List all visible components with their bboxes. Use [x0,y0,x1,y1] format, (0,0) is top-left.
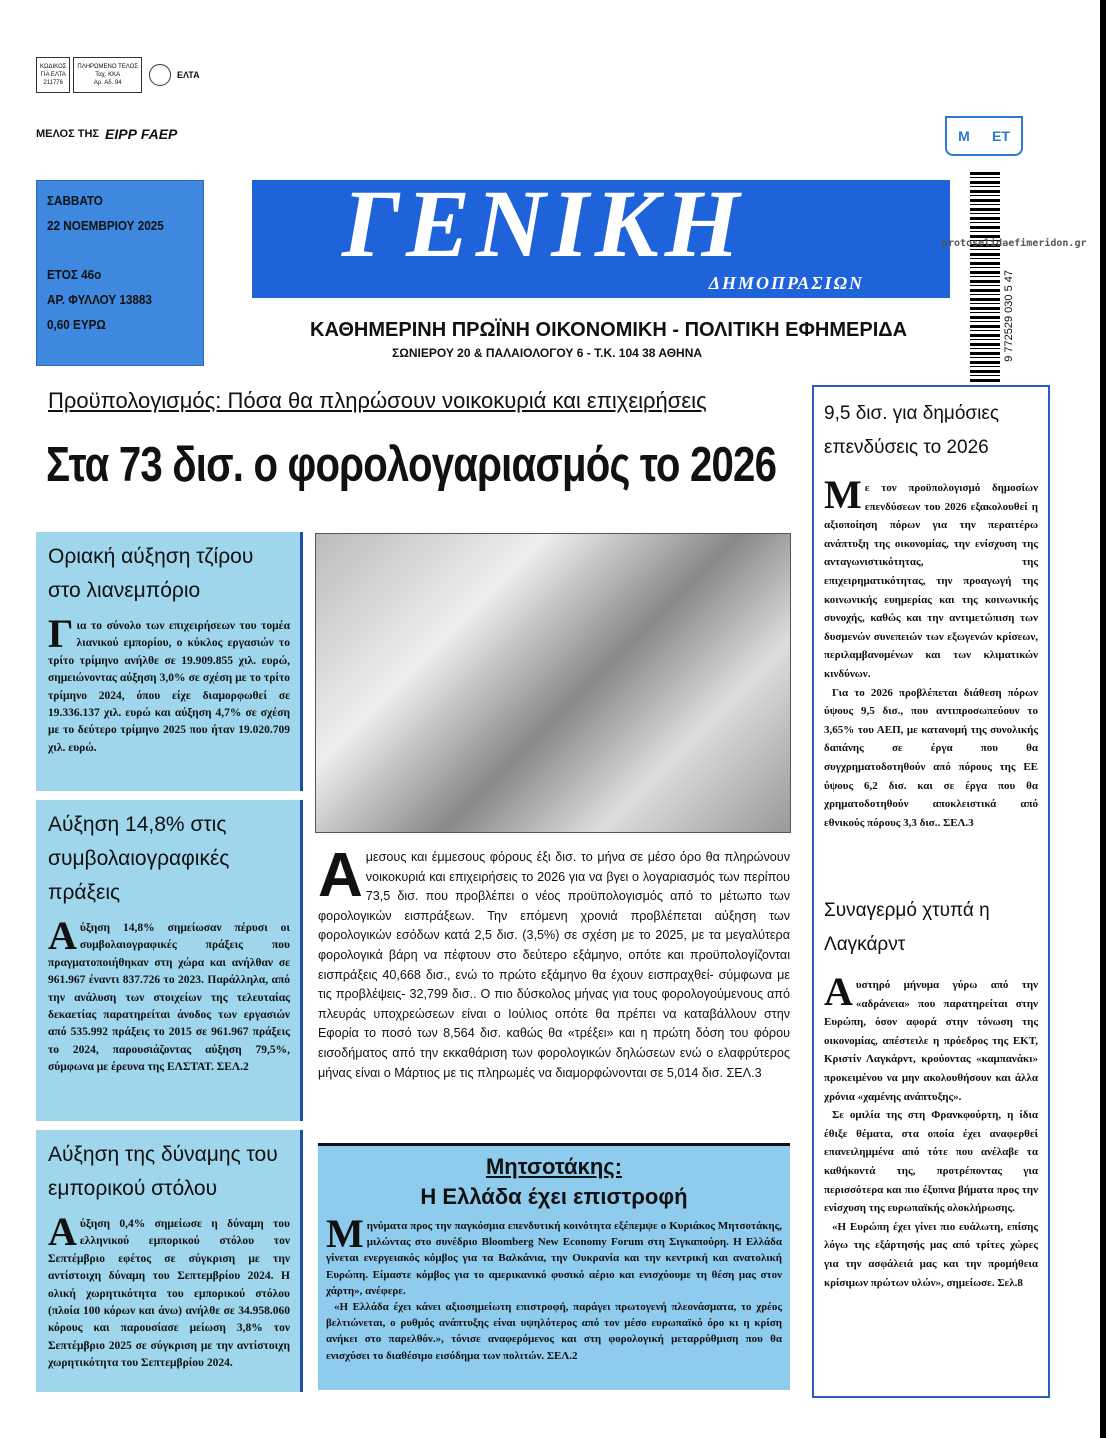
story-body-3: «Η Ευρώπη έχει γίνει πιο ευάλωτη, επίσης λόγω της εξάρτησής μας από τρίτες χώρες για την ασφάλειά μας και την προμήθεια κρίσιμων πρώτων υλών», σημείωσε. Σελ.8 [824,1220,1038,1289]
bottom-title-1: Μητσοτάκης: [485,1154,623,1179]
story-title: 9,5 δισ. για δημόσιες επενδύσεις το 2026 [824,403,999,458]
membership [36,126,177,142]
page-edge [1100,0,1106,1438]
permit: Αρ. Αδ. 94 [93,80,122,86]
bottom-p2: «Η Ελλάδα έχει κάνει αξιοσημείωτη επιστροφή, παράγει πρωτογενή πλεονάσματα, το χρέος βελτιώνεται, ο ρυθμός ανάπτυξης είναι υψηλότερος από τον μέσο ευρωπαϊκό όρο κι η κρίση ανήκει στο παρελθόν.», τόνισε αναφερόμενος και στη φορολογική μεταρρύθμιση που θα ενισχύσει το διαθέσιμο εισόδημα των πολιτών. ΣΕΛ.2 [326,1301,782,1362]
story-body: ε τον προϋπολογισμό δημοσίων επενδύσεων του 2026 εξακολουθεί η αξιοποίηση πόρων για την περαιτέρω ανάπτυξη της οικονομίας, την ενίσχυση της ανταγωνιστικότητας, της επιχειρηματικότητας, την προαγωγή της κοινωνικής ευημερίας και της κοινωνικής συνοχής, καθώς και την αντιμετώπιση των δυσμενών συνεπειών των εξωγενών κρίσεων, περιλαμβανομένων και των κλιματικών κινδύνων. [824,482,1038,680]
member-logo: ΕΙΡΡ FAEP [105,126,178,142]
drop-cap: Α [48,1209,77,1254]
story-title: Αύξηση της δύναμης του εμπορικού στόλου [48,1143,278,1200]
barcode-digits: 9 772529 030 5 [1003,285,1015,362]
met-right: ΕΤ [992,128,1010,144]
elta-logo: ΕΛΤΑ [177,70,200,80]
bottom-p1: ηνύματα προς την παγκόσμια επενδυτική κοινότητα εξέπεμψε ο Κυριάκος Μητσοτάκης, μιλώντας στο συνέδριο Bloomberg New Economy Forum στη Σιγκαπούρη. Η Ελλάδα γίνεται ενεργειακός κόμβος για τα Βαλκάνια, την Ουκρανία και την κεντρική και ανατολική Ευρώπη. Είμαστε κόμβος για το αμερικανικό φυσικό αέριο και ενισχύουμε τη θέση μας στον χάρτη», ανέφερε. [326,1220,782,1297]
story-body-2: Σε ομιλία της στη Φρανκφούρτη, η ίδια έθιξε θέματα, στα οποία έχει αναφερθεί επανειλημμένα από τότε που ανέλαβε τα καθήκοντά της, προτρέποντας για περισσότερα και πιο έξυπνα βήματα προς την ενίσχυση της ευρωπαϊκής ολοκλήρωσης. [824,1109,1038,1215]
bottom-story [318,1143,790,1390]
code-for: ΓΙΑ ΕΛΤΑ [40,72,66,78]
masthead-title: ΓΕΝΙΚΗ [342,180,746,277]
lead-body: μεσους και έμμεσους φόρους έξι δισ. το μήνα σε μέσο όρο θα πληρώνουν νοικοκυριά και επιχειρήσεις το 2026 για να βγει ο λογαριασμός των περίπου 73,5 δισ. που προβλέπει ο νέος προϋπολογισμός από το μέτωπο των φορολογικών εισπράξεων. Την επόμενη χρονιά προβλέπεται αύξηση των φορολογικών εσόδων κατά 2,5 δισ. (3,5%) σε σχέση με το 2025, με τα μεγαλύτερα φορολογικά βάρη να πέφτουν στο δεύτερο εξάμηνο, οπότε και προϋπολογίζονται εισπράξεις 40,668 δισ., ενώ το πρώτο εξάμηνο θα έχουν εισπραχθεί- σύμφωνα με τις προβλέψεις- 32,799 δισ.. Ο πιο δύσκολος μήνας για τους φορολογούμενους από πλευράς υποχρεώσεων είναι ο Ιούλιος οπότε θα πρέπει να καταβάλλουν στην Εφορία το ποσό των 8,564 δισ. καθώς θα «τρέξει» και η πρώτη δόση του φόρου εισοδήματος από την εκκαθάριση των φορολογικών δηλώσεων ενώ ο ελαφρύτερος μήνας είναι ο Μάρτιος με τις πληρωμές να διαμορφώνονται σε 5,014 δισ. ΣΕΛ.3 [318,850,790,1080]
barcode [970,172,1000,382]
right-story-2 [824,894,1038,1292]
paid-box [73,57,142,93]
office: Ταχ. ΚΚΑ [95,72,121,78]
story-title: Οριακή αύξηση τζίρου στο λιανεμπόριο [48,545,254,602]
drop-cap: Α [48,913,77,958]
story-title: Αύξηση 14,8% στις συμβολαιογραφικές πράξεις [48,813,230,904]
story-body: ύξηση 14,8% σημείωσαν πέρυσι οι συμβολαιογραφικές πράξεις που πραγματοποιήθηκαν στη χώρα και ανήλθαν σε 961.967 έναντι 837.726 το 2023. Παράλληλα, από την ανάλυση των στοιχείων της τελευταίας δεκαετίας παρατηρείται άνοδος των εργασιών από 535.992 πράξεις το 2015 σε 961.967 πράξεις το 2024, παρουσιάζοντας αύξηση 79,5%, σύμφωνα με έρευνα της ΕΛΣΤΑΤ. ΣΕΛ.2 [48,922,290,1074]
issue-day: ΣΑΒΒΑΤΟ [47,193,103,208]
right-column [812,385,1050,1398]
left-story-3 [36,1130,303,1392]
barcode-issue: 47 [1003,270,1015,283]
drop-cap: Μ [326,1211,364,1256]
lead-kicker: Προϋπολογισμός: Πόσα θα πληρώσουν νοικοκυριά και επιχειρήσεις [48,388,707,413]
masthead [252,180,950,298]
story-title: Συναγερμό χτυπά η Λαγκάρντ [824,900,990,955]
drop-cap: Α [824,969,853,1014]
barcode-number [1003,270,1015,362]
drop-cap: Μ [824,472,862,517]
seal-icon [149,64,171,86]
paid: ΠΛΗΡΩΜΕΝΟ ΤΕΛΟΣ [77,64,139,70]
right-story-1 [824,397,1038,872]
lead-headline: Στα 73 δισ. ο φορολογαριασμός το 2026 [46,438,777,492]
elta-code-box [36,57,70,93]
drop-cap: Γ [48,611,74,656]
story-body: ύξηση 0,4% σημείωσε η δύναμη του ελληνικού εμπορικού στόλου τον Σεπτέμβριο εφέτος σε σύγκριση με την αντίστοιχη δύναμη του Σεπτεμβρίου 2024. Η ολική χωρητικότητα του εμπορικού στόλου (πλοία 100 κόρων και άνω) ανήλθε σε 34.958.060 κόρους και παρουσίασε μείωση 3,8% τον Σεπτέμβριο 2025 σε σύγκριση με την αντίστοιχη χωρητικότητα του Σεπτεμβρίου 2024. [48,1218,290,1370]
watermark: protoselidaefimeridon.gr [942,238,1087,249]
met-book-icon [945,116,1023,156]
story-body: ια το σύνολο των επιχειρήσεων του τομέα λιανικού εμπορίου, ο κύκλος εργασιών το τρίτο τρίμηνο ανήλθε σε 19.909.855 χιλ. ευρώ, σημειώνοντας αύξηση 3,0% σε σχέση με το τρίτο τρίμηνο 2024, όπου είχε διαμορφωθεί σε 19.336.137 χιλ. ευρώ και αύξηση 4,7% σε σχέση με το δεύτερο τρίμηνο 2025 που ήταν 19.020.709 χιλ. ευρώ. [48,620,290,754]
masthead-subtitle: ΔΗΜΟΠΡΑΣΙΩΝ [708,273,864,293]
drop-cap: Α [318,841,363,910]
met-left: Μ [958,128,970,144]
left-story-1 [36,532,303,791]
story-body: υστηρό μήνυμα γύρω από την «αδράνεια» που παρατηρείται στην Ευρώπη, όσον αφορά στην τόνωση της οικονομίας, απέστειλε η πρόεδρος της ΕΚΤ, Κριστίν Λαγκάρντ, κρούοντας «καμπανάκι» προκειμένου να μην ακολουθήσουν και άλλα χρόνια «χαμένης ανάπτυξης». [824,979,1038,1103]
code-label: ΚΩΔΙΚΟΣ [40,64,67,70]
address: ΣΩΝΙΕΡΟΥ 20 & ΠΑΛΑΙΟΛΟΓΟΥ 6 - Τ.Κ. 104 38 ΑΘΗΝΑ [392,346,703,360]
tagline: ΚΑΘΗΜΕΡΙΝΗ ΠΡΩΪΝΗ ΟΙΚΟΝΟΜΙΚΗ - ΠΟΛΙΤΙΚΗ ΕΦΗΜΕΡΙΔΑ [310,319,908,341]
story-body-2: Για το 2026 προβλέπεται διάθεση πόρων ύψους 9,5 δισ., που αντιπροσωπεύουν το 3,65% του ΑΕΠ, με κατανομή της συνολικής δαπάνης σε έργα που θα συγχρηματοδοτηθούν από πόρους της ΕΕ ύψους 6,2 δισ. και σε έργα που θα χρηματοδοτηθούν αποκλειστικά από εθνικούς πόρους 3,3 δισ.. ΣΕΛ.3 [824,686,1038,829]
code: 211776 [43,80,63,86]
member-label: ΜΕΛΟΣ ΤΗΣ [36,128,100,140]
issue-info [36,180,204,366]
issue-year: ΕΤΟΣ 46ο [47,267,102,282]
issue-price: 0,60 ΕΥΡΩ [47,317,106,332]
lead-article [318,841,790,1083]
postal-stamps [36,57,200,93]
tax-office-photo [315,533,791,833]
bottom-title-2: Η Ελλάδα έχει επιστροφή [420,1184,688,1209]
left-story-2 [36,800,303,1121]
issue-date: 22 ΝΟΕΜΒΡΙΟΥ 2025 [47,218,164,233]
issue-sheet: ΑΡ. ΦΥΛΛΟΥ 13883 [47,292,152,307]
